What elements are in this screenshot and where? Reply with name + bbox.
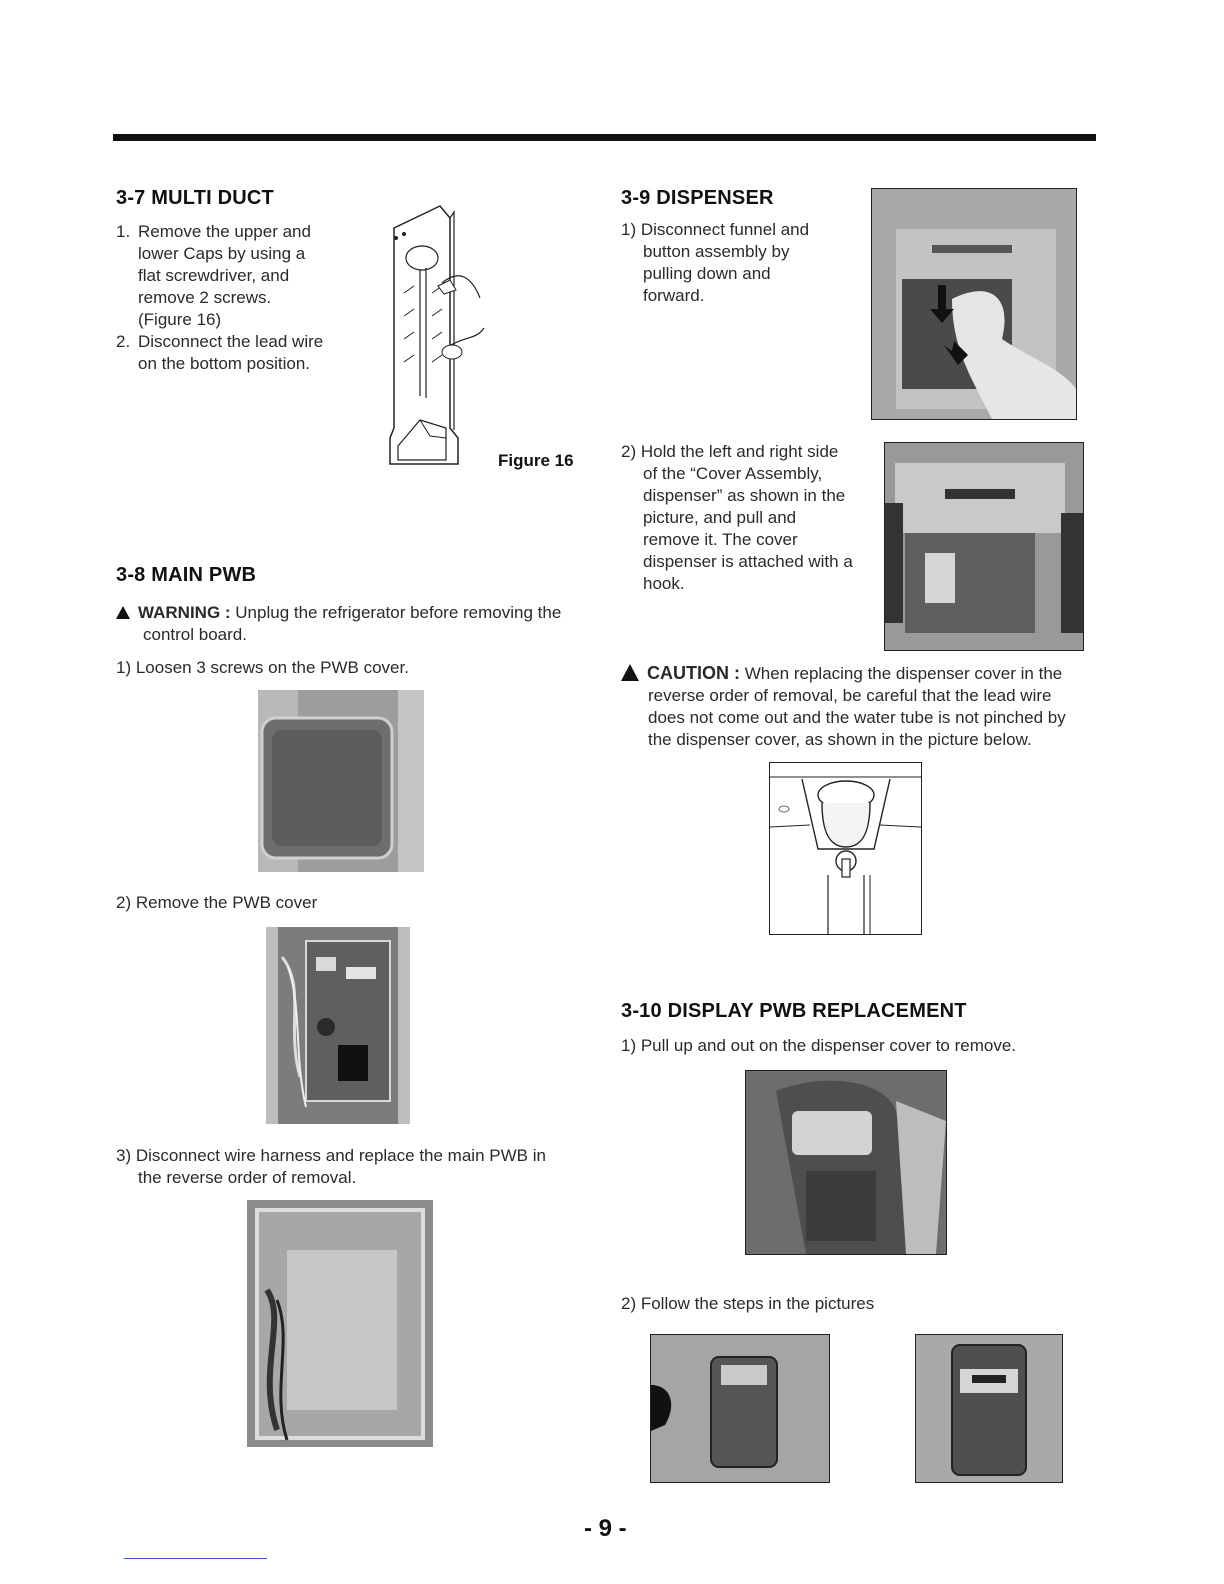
multi-duct-diagram xyxy=(380,198,490,470)
display-step-1: 1) Pull up and out on the dispenser cover to remove. xyxy=(621,1036,1017,1055)
pwb-housing-photo xyxy=(247,1200,433,1447)
section-title-multi-duct: 3-7 MULTI DUCT xyxy=(116,187,274,209)
pwb-step-3: 3) Disconnect wire harness and replace the main PWB in the reverse order of removal. xyxy=(116,1146,546,1187)
step-2: 2. Disconnect the lead wire on the bottom position. xyxy=(116,332,324,373)
section-title-dispenser: 3-9 DISPENSER xyxy=(621,187,774,209)
display-step-2: 2) Follow the steps in the pictures xyxy=(621,1294,875,1313)
pwb-step-1: 1) Loosen 3 screws on the PWB cover. xyxy=(116,658,409,677)
main-pwb-photo xyxy=(266,927,410,1124)
caution-note: CAUTION : When replacing the dispenser cover in the reverse order of removal, be careful that the lead wire does not come out and the water tube is not pinched by the dispenser cover, as shown in the picture below. xyxy=(621,662,1101,751)
footer-rule xyxy=(124,1558,267,1559)
caution-icon xyxy=(621,664,639,681)
warning-icon xyxy=(116,606,130,619)
header-rule xyxy=(113,134,1096,141)
page-number: - 9 - xyxy=(584,1515,627,1542)
pwb-cover-photo xyxy=(258,690,424,872)
dispenser-step-1: 1) Disconnect funnel and button assembly by pulling down and forward. xyxy=(621,220,810,305)
section-title-display-pwb: 3-10 DISPLAY PWB REPLACEMENT xyxy=(621,1000,967,1022)
display-cover-photo xyxy=(745,1070,947,1255)
display-step-photo-2 xyxy=(915,1334,1063,1483)
section-title-main-pwb: 3-8 MAIN PWB xyxy=(116,564,257,586)
dispenser-tube-diagram xyxy=(769,762,922,935)
display-step-photo-1 xyxy=(650,1334,830,1483)
dispenser-cover-photo xyxy=(884,442,1084,651)
step-1: 1. Remove the upper and lower Caps by using a flat screwdriver, and remove 2 screws. (Figure 16) xyxy=(116,222,311,329)
pwb-step-2: 2) Remove the PWB cover xyxy=(116,893,318,912)
multi-duct-steps xyxy=(116,221,366,375)
figure-caption: Figure 16 xyxy=(498,451,574,470)
warning-note: WARNING : Unplug the refrigerator before removing the control board. xyxy=(116,602,596,646)
dispenser-step-2: 2) Hold the left and right side of the “Cover Assembly, dispenser” as shown in the picture, and pull and remove it. The cover dispenser is attached with a hook. xyxy=(621,442,853,593)
dispenser-funnel-photo xyxy=(871,188,1077,420)
